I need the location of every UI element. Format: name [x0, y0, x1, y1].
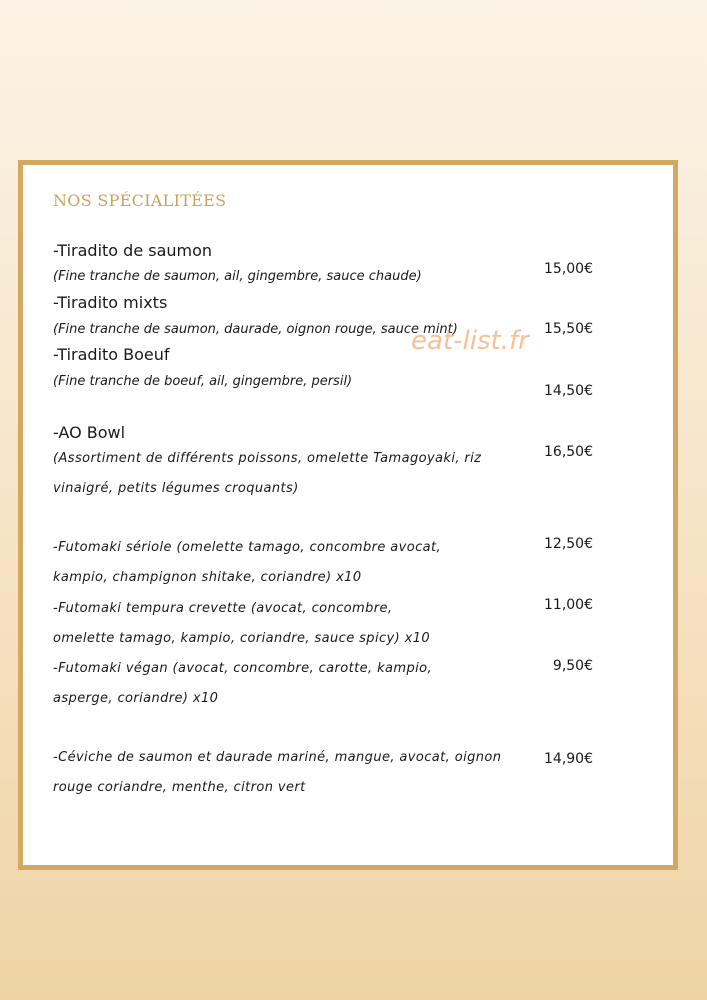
item-desc-futomaki-vegan: -Futomaki végan (avocat, concombre, carotte, kampio, asperge, coriandre) x10: [53, 661, 433, 706]
item-desc-tiradito-saumon: (Fine tranche de saumon, ail, gingembre, sauce chaude): [53, 269, 422, 284]
item-desc-futomaki-tempura: -Futomaki tempura crevette (avocat, concombre, omelette tamago, kampio, coriandre, sauce spicy) x10: [53, 601, 431, 646]
item-title-ao-bowl: -AO Bowl: [53, 423, 126, 442]
menu-card: [18, 160, 678, 870]
item-desc-ao-bowl: (Assortiment de différents poissons, omelette Tamagoyaki, riz vinaigré, petits légumes croquants): [53, 451, 482, 496]
item-title-tiradito-mixts: -Tiradito mixts: [53, 293, 168, 312]
item-price-futomaki-vegan: 9,50€: [552, 658, 593, 674]
item-desc-ceviche: -Céviche de saumon et daurade mariné, mangue, avocat, oignon rouge coriandre, menthe, citron vert: [53, 750, 502, 795]
item-desc-futomaki-seriole: -Futomaki sériole (omelette tamago, concombre avocat, kampio, champignon shitake, coriandre) x10: [53, 540, 442, 585]
item-price-ao-bowl: 16,50€: [544, 444, 593, 460]
item-price-tiradito-boeuf: 14,50€: [544, 383, 593, 399]
item-desc-tiradito-mixts: (Fine tranche de saumon, daurade, oignon rouge, sauce mint): [53, 322, 458, 337]
item-desc-tiradito-boeuf: (Fine tranche de boeuf, ail, gingembre, persil): [53, 374, 353, 389]
item-price-tiradito-saumon: 15,00€: [544, 261, 593, 277]
item-price-tiradito-mixts: 15,50€: [544, 321, 593, 337]
watermark: eat-list.fr: [411, 326, 529, 356]
item-price-futomaki-seriole: 12,50€: [544, 536, 593, 552]
item-price-futomaki-tempura: 11,00€: [544, 597, 593, 613]
item-title-tiradito-boeuf: -Tiradito Boeuf: [53, 345, 170, 364]
item-title-tiradito-saumon: -Tiradito de saumon: [53, 241, 213, 260]
item-price-ceviche: 14,90€: [544, 751, 593, 767]
section-heading: NOS SPÉCIALITÉES: [53, 191, 227, 210]
